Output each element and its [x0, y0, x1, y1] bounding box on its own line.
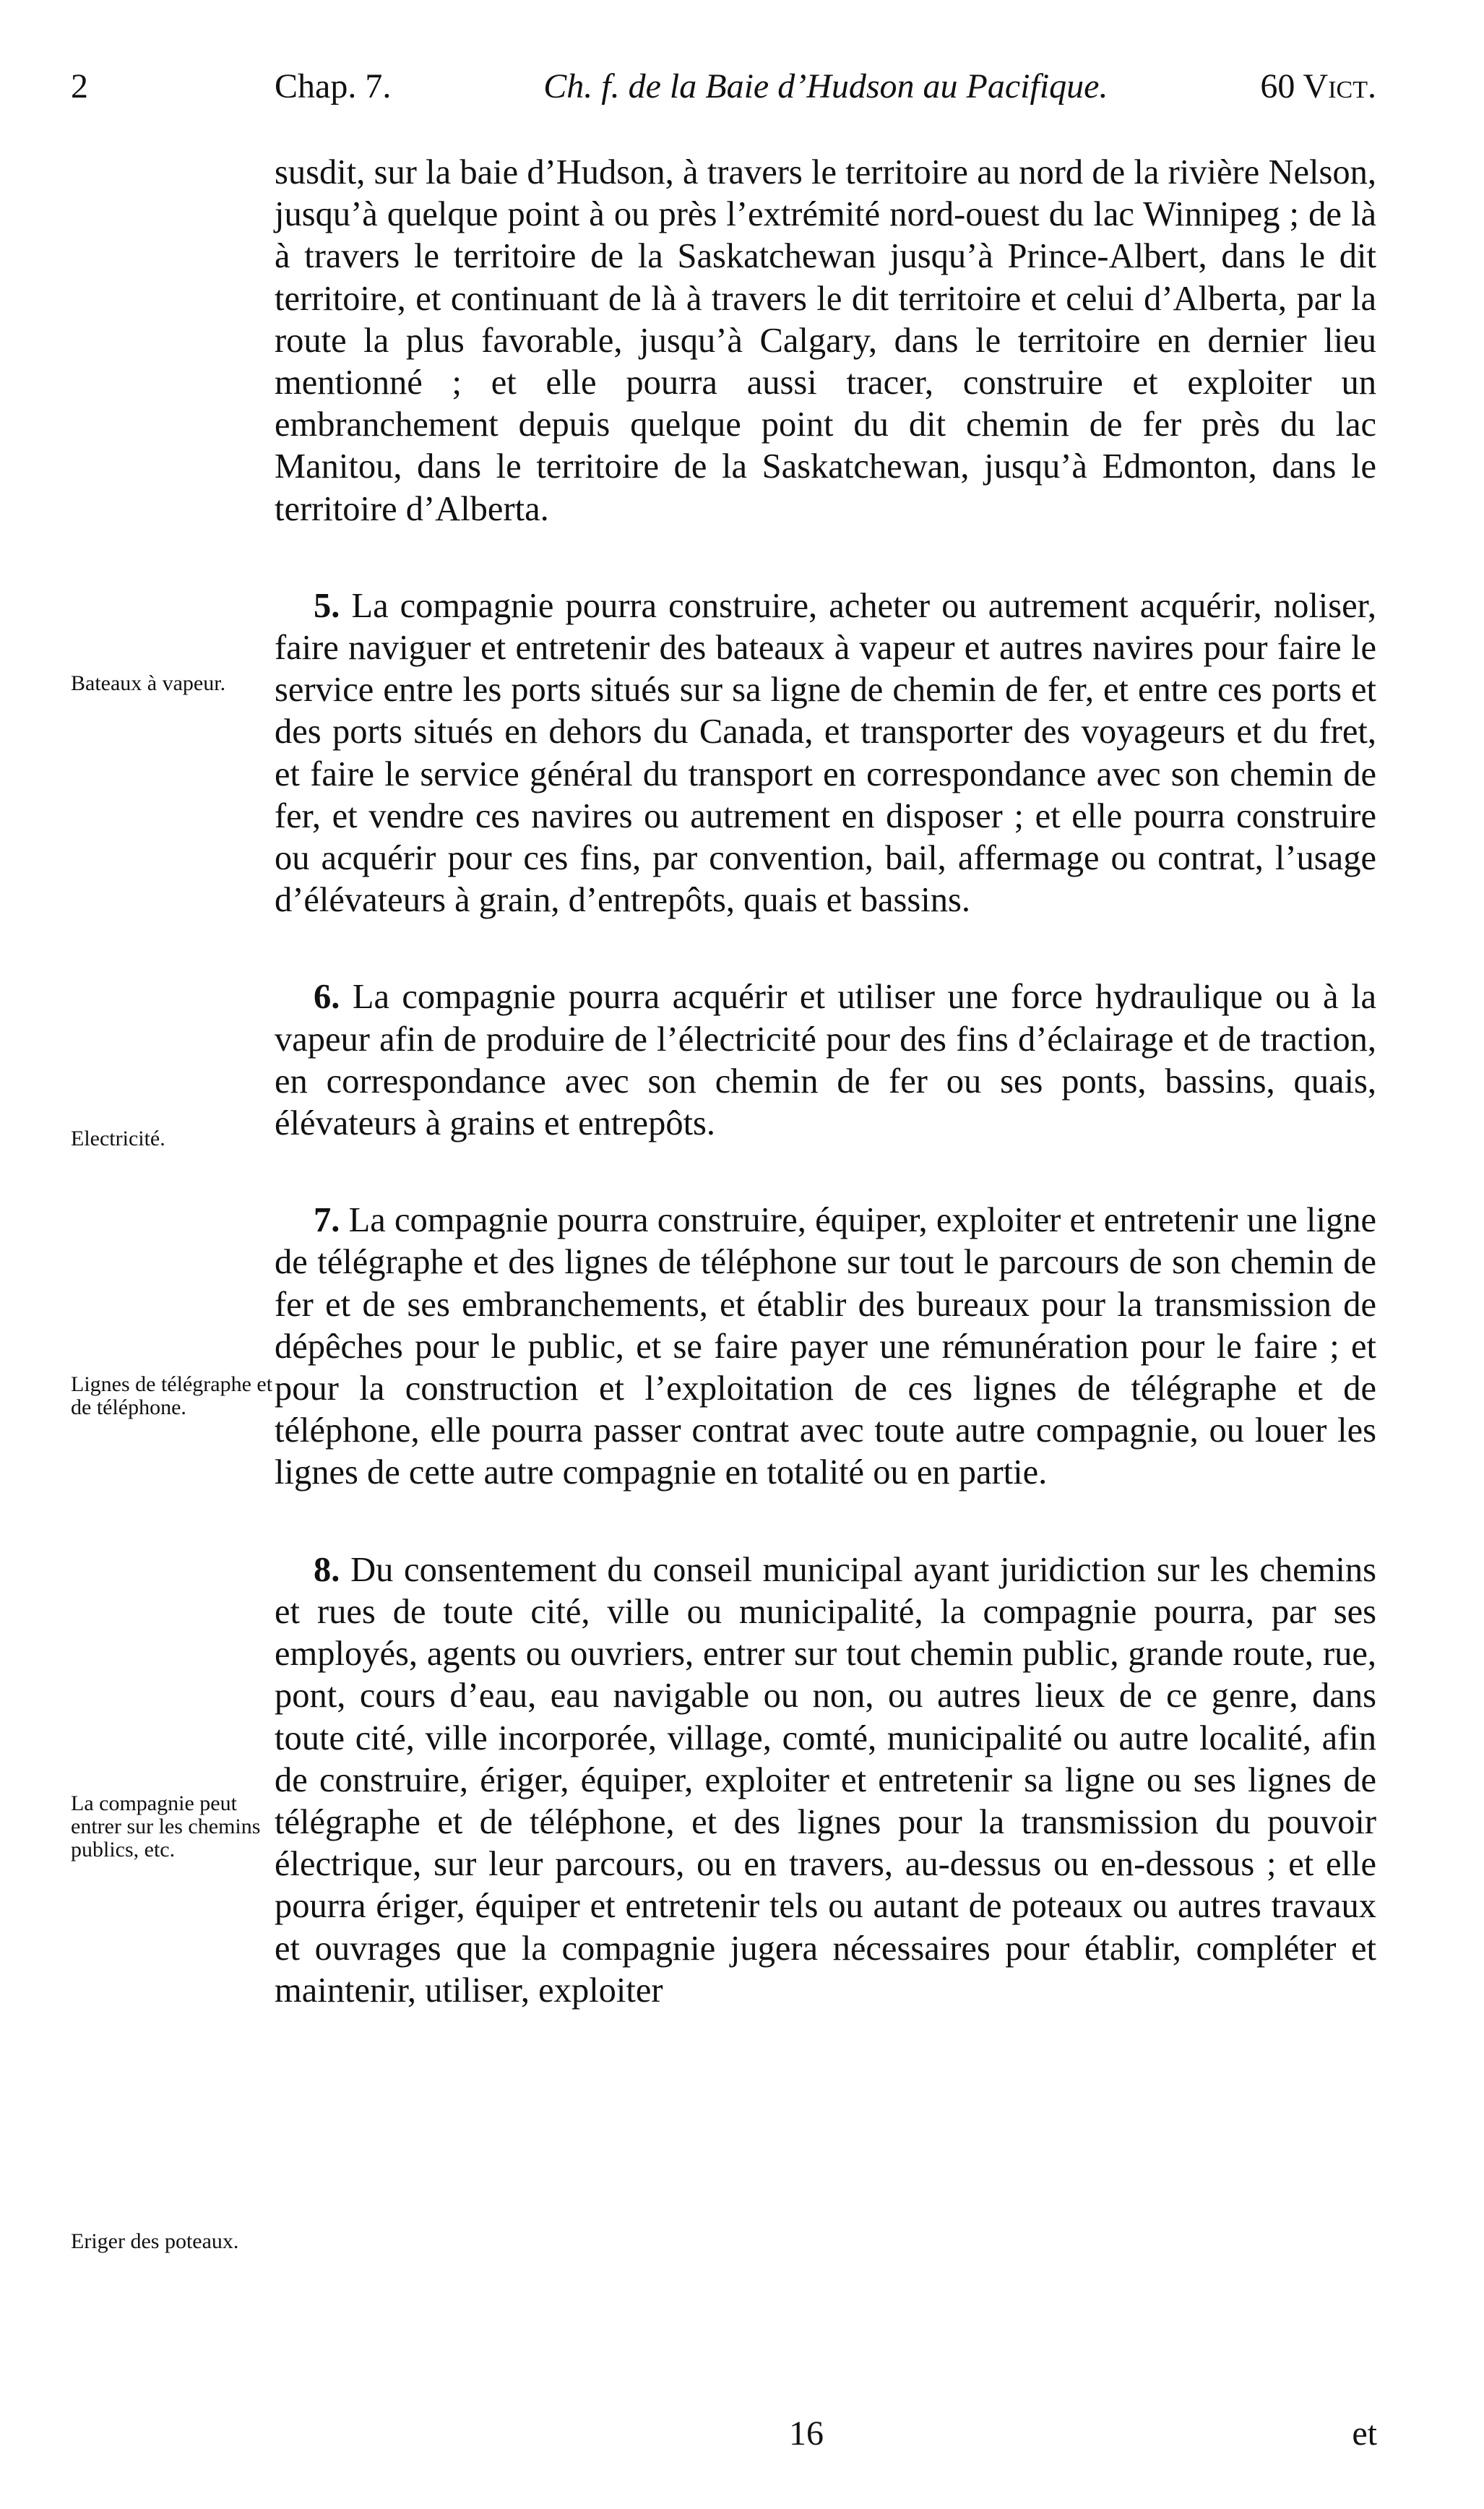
margin-note-telegraph: Lignes de télégraphe et de téléphone.: [71, 1372, 273, 1419]
page-number: 2: [71, 67, 88, 106]
margin-note-steamboats: Bateaux à vapeur.: [71, 671, 226, 695]
section-text: La compagnie pourra construire, équiper, exploiter et entretenir une ligne de télégraphe et des lignes de téléphone sur tout le parcours de son chemin de fer et de ses embranchements, et établir des bureaux pour la transmission de dépêches pour le public, et se faire payer une rémunération pour le faire ; et pour la construction et l’exploitation de ces lignes de télégraphe et de téléphone, elle pourra passer contrat avec toute autre compagnie, ou louer les lignes de cette autre compagnie en totalité ou en partie.: [275, 1201, 1376, 1492]
catchword: et: [1352, 2414, 1377, 2453]
section-8: [275, 1549, 1376, 2012]
chapter-label: Chap. 7.: [275, 67, 392, 106]
section-6: [275, 976, 1376, 1145]
regnal-year: 60 Vict.: [1260, 67, 1376, 106]
continued-paragraph: susdit, sur la baie d’Hudson, à travers le territoire au nord de la rivière Nelson, jusqu’à quelque point à ou près l’extrémité nord-ouest du lac Winnipeg ; de là à travers le territoire de la Saskatchewan jusqu’à Prince-Albert, dans le dit territoire, et continuant de là à travers le dit territoire et celui d’Alberta, par la route la plus favorable, jusqu’à Calgary, dans le territoire en dernier lieu mentionné ; et elle pourra aussi tracer, construire et exploiter un embranchement depuis quelque point du dit chemin de fer près du lac Manitou, dans le territoire de la Saskatchewan, jusqu’à Edmonton, dans le territoire d’Alberta.: [275, 153, 1376, 528]
margin-note-electricity: Electricité.: [71, 1127, 165, 1150]
running-head: [275, 69, 1376, 104]
section-text: La compagnie pourra acquérir et utiliser une force hydraulique ou à la vapeur afin de produire de l’électricité pour des fins d’éclairage et de traction, en correspondance avec son chemin de fer ou ses ponts, bassins, quais, élévateurs à grains et entrepôts.: [275, 978, 1376, 1143]
signature-mark: 16: [789, 2414, 824, 2453]
main-text: [275, 152, 1376, 2012]
section-number: 7.: [314, 1201, 340, 1240]
margin-note-public-roads: La compagnie peut entrer sur les chemins publics, etc.: [71, 1791, 261, 1862]
section-text: La compagnie pourra construire, acheter ou autrement acquérir, noliser, faire naviguer et entretenir des bateaux à vapeur et autres navires pour faire le service entre les ports situés sur sa ligne de chemin de fer, et entre ces ports et des ports situés en dehors du Canada, et transporter des voyageurs et du fret, et faire le service général du transport en correspondance avec son chemin de fer, et vendre ces navires ou autrement en disposer ; et elle pourra construire ou acquérir pour ces fins, par convention, bail, affermage ou contrat, l’usage d’élévateurs à grain, d’entrepôts, quais et bassins.: [275, 586, 1377, 920]
section-number: 5.: [314, 586, 340, 625]
section-number: 6.: [314, 978, 340, 1017]
section-number: 8.: [314, 1550, 340, 1589]
section-text: Du consentement du conseil municipal ayant juridiction sur les chemins et rues de toute cité, ville ou municipalité, la compagnie pourra, par ses employés, agents ou ouvriers, entrer sur tout chemin public, grande route, rue, pont, cours d’eau, eau navigable ou non, ou autres lieux de ce genre, dans toute cité, ville incorporée, village, comté, municipalité ou autre localité, afin de construire, ériger, équiper, exploiter et entretenir sa ligne ou ses lignes de télégraphe et de téléphone, et des lignes pour la transmission du pouvoir électrique, sur leur parcours, ou en travers, au-dessus ou en-dessous ; et elle pourra ériger, équiper et entretenir tels ou autant de poteaux ou autres travaux et ouvrages que la compagnie jugera nécessaires pour établir, compléter et maintenir, utiliser, exploiter: [275, 1550, 1376, 2010]
section-7: [275, 1200, 1376, 1494]
act-short-title: Ch. f. de la Baie d’Hudson au Pacifique.: [543, 67, 1108, 106]
margin-note-poles: Eriger des poteaux.: [71, 2229, 239, 2253]
section-5: [275, 585, 1376, 922]
